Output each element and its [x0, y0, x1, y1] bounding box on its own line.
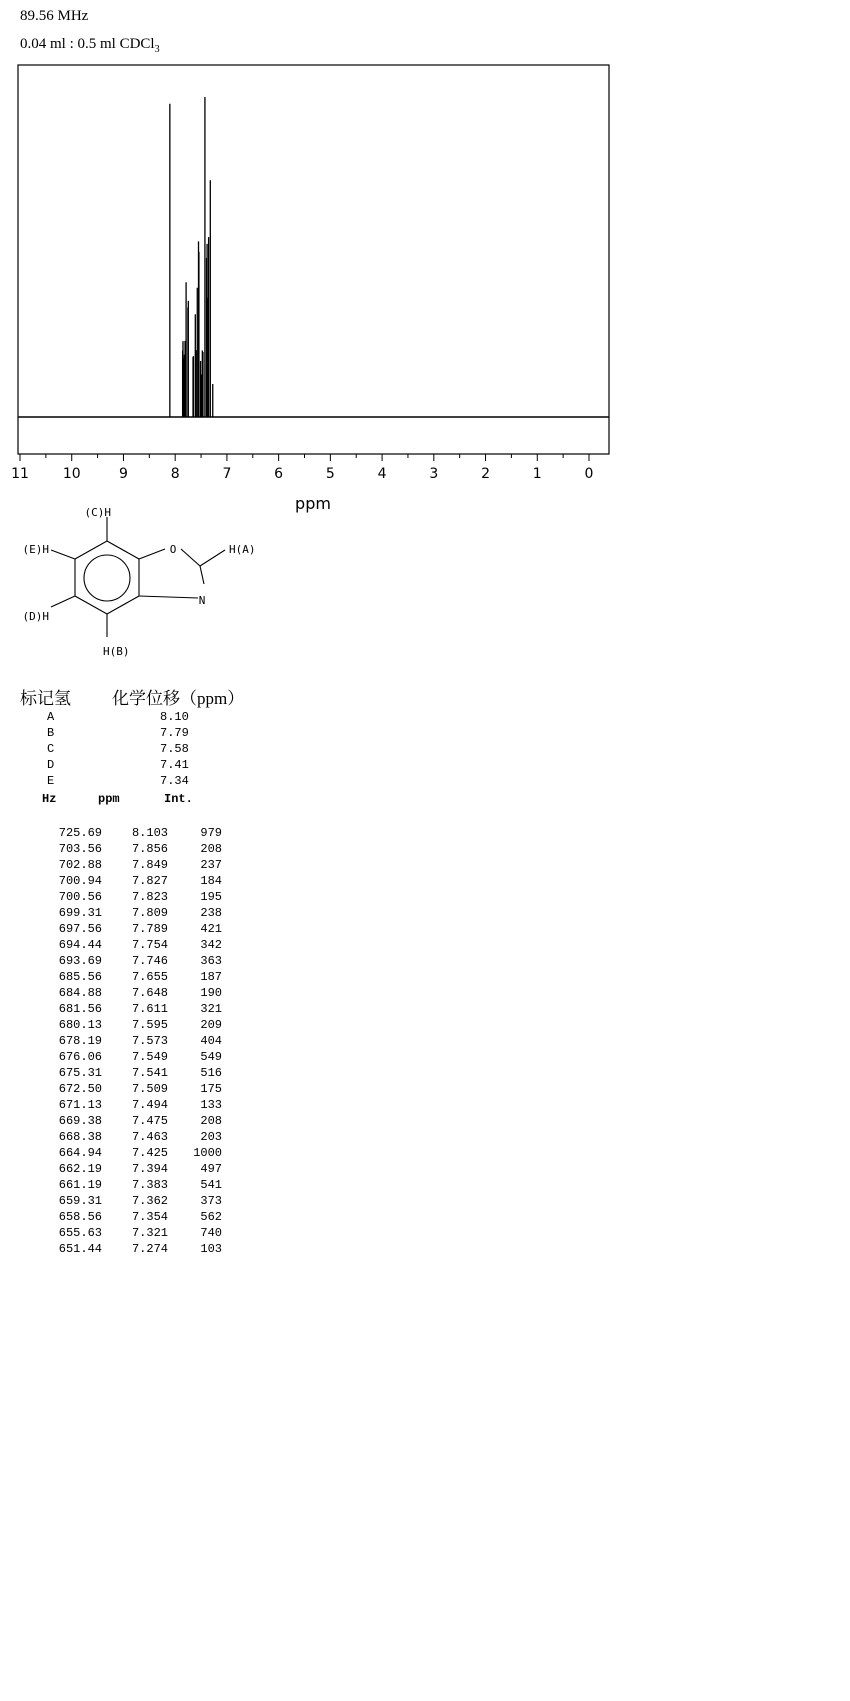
col-int-header: Int.	[164, 792, 193, 806]
assignment-label: E	[47, 774, 55, 788]
peak-hz: 680.13	[58, 1018, 102, 1032]
assignment-label: B	[47, 726, 55, 740]
peak-int: 238	[200, 906, 222, 920]
peak-int: 321	[200, 1002, 222, 1016]
peak-hz: 664.94	[58, 1146, 102, 1160]
peak-ppm: 7.746	[131, 954, 168, 968]
assignment-header	[20, 684, 244, 709]
peak-int: 541	[200, 1178, 222, 1192]
plot-frame	[18, 65, 609, 454]
peak-hz: 700.56	[58, 890, 102, 904]
h-b-label: H(B)	[103, 645, 130, 658]
table-row	[20, 906, 220, 922]
table-row	[20, 954, 220, 970]
x-tick-label: 9	[118, 466, 128, 482]
peak-int: 516	[200, 1066, 222, 1080]
h-a-label: H(A)	[229, 543, 256, 556]
peak-ppm: 7.754	[131, 938, 168, 952]
assignment-label: D	[47, 758, 55, 772]
peak-int: 363	[200, 954, 222, 968]
x-tick-label: 0	[584, 466, 594, 482]
table-row	[20, 1194, 220, 1210]
peak-ppm: 7.274	[131, 1242, 168, 1256]
table-row	[20, 826, 220, 842]
peak-ppm: 7.827	[131, 874, 168, 888]
peak-hz: 699.31	[58, 906, 102, 920]
peak-ppm: 7.394	[131, 1162, 168, 1176]
peak-int: 209	[200, 1018, 222, 1032]
peak-int: 208	[200, 1114, 222, 1128]
table-row	[20, 1226, 220, 1242]
peak-int: 404	[200, 1034, 222, 1048]
x-axis-tick-labels	[11, 466, 593, 482]
assignment-label: C	[47, 742, 55, 756]
table-row	[20, 1050, 220, 1066]
table-row	[20, 1066, 220, 1082]
assignment-header-shift: 化学位移（ppm）	[112, 689, 245, 708]
table-row	[20, 890, 220, 906]
peak-int: 203	[200, 1130, 222, 1144]
x-tick-label: 7	[222, 466, 232, 482]
table-row	[20, 938, 220, 954]
x-tick-label: 8	[170, 466, 180, 482]
table-row	[20, 1130, 220, 1146]
table-row	[20, 1034, 220, 1050]
peak-ppm: 7.648	[131, 986, 168, 1000]
table-row	[20, 986, 220, 1002]
structure-bonds	[51, 517, 225, 637]
table-row	[20, 1098, 220, 1114]
peak-ppm: 7.823	[131, 890, 168, 904]
col-hz-header: Hz	[42, 792, 57, 806]
peak-hz: 662.19	[58, 1162, 102, 1176]
table-row	[20, 1242, 220, 1258]
peak-int: 373	[200, 1194, 222, 1208]
peak-int: 184	[200, 874, 222, 888]
assignment-shift: 7.58	[160, 742, 189, 756]
assignment-label: A	[47, 710, 55, 724]
peak-ppm: 7.463	[131, 1130, 168, 1144]
nitrogen-label: N	[198, 594, 206, 607]
peak-ppm: 7.509	[131, 1082, 168, 1096]
peak-int: 549	[200, 1050, 222, 1064]
peak-hz: 693.69	[58, 954, 102, 968]
peak-ppm: 7.789	[131, 922, 168, 936]
peak-int: 190	[200, 986, 222, 1000]
sample-text: 0.04 ml : 0.5 ml CDCl	[20, 36, 155, 52]
table-row	[20, 842, 220, 858]
assignment-shift: 7.79	[160, 726, 189, 740]
x-axis-label: ppm	[295, 494, 331, 513]
assignment-shift: 8.10	[160, 710, 189, 724]
peak-int: 103	[200, 1242, 222, 1256]
peak-hz: 685.56	[58, 970, 102, 984]
oxygen-label: O	[169, 543, 177, 556]
peak-hz: 678.19	[58, 1034, 102, 1048]
peak-table	[20, 826, 220, 1258]
peak-ppm: 7.362	[131, 1194, 168, 1208]
peak-int: 740	[200, 1226, 222, 1240]
x-tick-label: 11	[11, 466, 29, 482]
peak-ppm: 8.103	[131, 826, 168, 840]
peak-hz: 661.19	[58, 1178, 102, 1192]
peak-hz: 725.69	[58, 826, 102, 840]
peak-int: 175	[200, 1082, 222, 1096]
spectrometer-frequency: 89.56 MHz	[20, 8, 89, 24]
peak-ppm: 7.856	[131, 842, 168, 856]
peak-ppm: 7.595	[131, 1018, 168, 1032]
table-row	[20, 858, 220, 874]
peak-hz: 672.50	[58, 1082, 102, 1096]
peak-hz: 671.13	[58, 1098, 102, 1112]
peak-ppm: 7.573	[131, 1034, 168, 1048]
table-row	[20, 1146, 220, 1162]
peak-int: 208	[200, 842, 222, 856]
peak-ppm: 7.494	[131, 1098, 168, 1112]
nmr-spectrum-chart	[0, 0, 850, 520]
peak-ppm: 7.425	[131, 1146, 168, 1160]
peak-hz: 669.38	[58, 1114, 102, 1128]
peak-ppm: 7.549	[131, 1050, 168, 1064]
col-ppm-header: ppm	[98, 792, 120, 806]
table-row	[20, 1178, 220, 1194]
peak-int: 342	[200, 938, 222, 952]
x-tick-label: 5	[325, 466, 335, 482]
assignment-shift: 7.34	[160, 774, 189, 788]
peak-ppm: 7.321	[131, 1226, 168, 1240]
table-row	[20, 1018, 220, 1034]
peak-hz: 702.88	[58, 858, 102, 872]
peak-hz: 676.06	[58, 1050, 102, 1064]
peak-ppm: 7.655	[131, 970, 168, 984]
table-row	[20, 922, 220, 938]
table-row	[20, 1082, 220, 1098]
x-tick-label: 4	[377, 466, 387, 482]
spectrum-peaks	[170, 97, 213, 417]
x-tick-label: 3	[429, 466, 439, 482]
peak-hz: 655.63	[58, 1226, 102, 1240]
peak-hz: 668.38	[58, 1130, 102, 1144]
x-axis-ticks	[20, 454, 589, 461]
peak-int: 187	[200, 970, 222, 984]
assignment-shift: 7.41	[160, 758, 189, 772]
peak-hz: 697.56	[58, 922, 102, 936]
x-tick-label: 10	[62, 466, 81, 482]
peak-hz: 700.94	[58, 874, 102, 888]
peak-ppm: 7.809	[131, 906, 168, 920]
peak-hz: 651.44	[58, 1242, 102, 1256]
peak-int: 237	[200, 858, 222, 872]
h-e-label: (E)H	[22, 543, 49, 556]
table-row	[20, 970, 220, 986]
table-row	[20, 1002, 220, 1018]
table-row	[20, 1114, 220, 1130]
x-tick-label: 6	[274, 466, 284, 482]
table-row	[20, 1162, 220, 1178]
h-d-label: (D)H	[22, 610, 49, 623]
x-tick-label: 1	[532, 466, 542, 482]
x-tick-label: 2	[481, 466, 491, 482]
sample-subscript: 3	[154, 44, 160, 55]
assignment-header-label: 标记氢	[20, 689, 71, 708]
peak-hz: 675.31	[58, 1066, 102, 1080]
peak-hz: 659.31	[58, 1194, 102, 1208]
table-row	[20, 874, 220, 890]
benzoxazole-structure	[0, 500, 280, 680]
peak-hz: 684.88	[58, 986, 102, 1000]
peak-int: 421	[200, 922, 222, 936]
peak-ppm: 7.849	[131, 858, 168, 872]
peak-int: 133	[200, 1098, 222, 1112]
peak-int: 1000	[193, 1146, 222, 1160]
peak-int: 195	[200, 890, 222, 904]
peak-ppm: 7.475	[131, 1114, 168, 1128]
peak-ppm: 7.541	[131, 1066, 168, 1080]
peak-int: 562	[200, 1210, 222, 1224]
peak-hz: 681.56	[58, 1002, 102, 1016]
peak-int: 497	[200, 1162, 222, 1176]
peak-ppm: 7.354	[131, 1210, 168, 1224]
peak-ppm: 7.611	[131, 1002, 168, 1016]
peak-ppm: 7.383	[131, 1178, 168, 1192]
h-c-label: (C)H	[84, 506, 111, 519]
peak-hz: 694.44	[58, 938, 102, 952]
table-row	[20, 1210, 220, 1226]
peak-hz: 658.56	[58, 1210, 102, 1224]
peak-int: 979	[200, 826, 222, 840]
peak-hz: 703.56	[58, 842, 102, 856]
